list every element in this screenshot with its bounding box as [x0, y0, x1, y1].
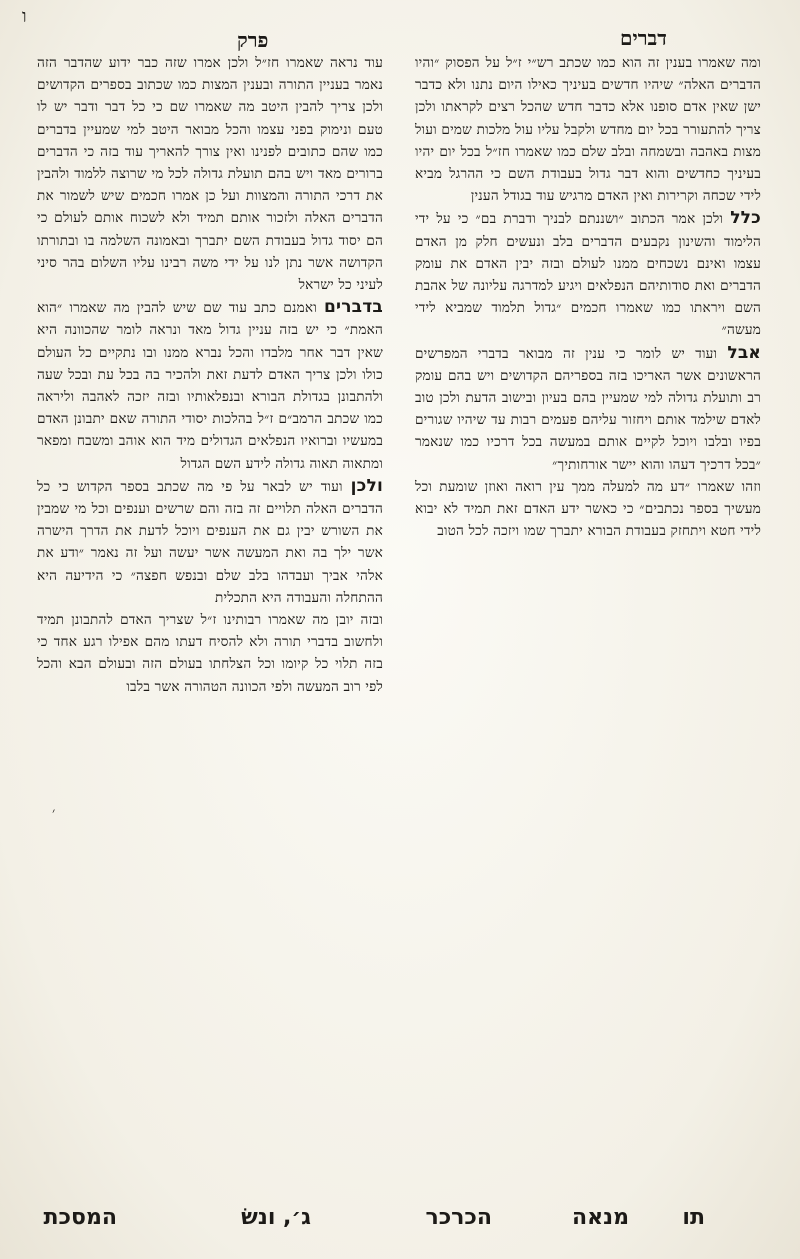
paragraph-text: ועוד יש לומר כי ענין זה מבואר בדברי המפרשים הראשונים אשר האריכו בזה בספריהם הקדושים ויש בהם עומק רב ותועלת גדולה למי שמעיין בהם בעיון ובישוב הדעת ולכן טוב לאדם שילמד אותם ויחזור עליהם פעמים רבות עד שיהיו שגורים בפיו ובלבו ויוכל לקיים אותם במעשה בכל דרכיו כמו שנאמר ״בכל דרכיך דעהו והוא יישר אורחותיך״	[415, 345, 761, 473]
paragraph-with-heading	[415, 342, 761, 476]
footer-word: תו	[682, 1205, 705, 1230]
dibbur-hamatchil: ולכן	[350, 475, 383, 496]
footer-word: ג׳, ונשׂ	[241, 1205, 311, 1230]
corner-mark: ו	[22, 6, 27, 27]
paragraph: ומה שאמרו בענין זה הוא כמו שכתב רש״י ז״ל על הפסוק ״והיו הדברים האלה״ שיהיו חדשים בעיניך כאילו היום נתנו ולא כדבר ישן שאין אדם סופנו אלא כדבר חדש שהכל רצים לקראתו ולכן צריך להתעורר בכל יום מחדש ולקבל עליו עול מלכות שמים ועול מצות באהבה ובשמחה ובלב שלם כמו שאמרו חז״ל בכל יום יהיו בעיניך כחדשים והוא דבר גדול בעבודת השם כי ההרגל מביא לידי שכחה וקרירות ואין האדם מרגיש עוד בגודל הענין	[415, 55, 761, 205]
paragraph-with-heading	[415, 207, 761, 341]
paragraph-with-heading	[37, 475, 383, 609]
header-right-column: פרק	[237, 28, 269, 52]
header-left-column: דברים	[620, 26, 667, 50]
footer-word: המסכת	[43, 1205, 117, 1230]
dibbur-hamatchil: כלל	[730, 208, 761, 229]
paragraph-with-heading	[37, 296, 383, 475]
paragraph: וזהו שאמרו ״דע מה למעלה ממך עין רואה ואוזן שומעת וכל מעשיך בספר נכתבים״ כי כאשר ידע האדם זאת תמיד לא יבוא לידי חטא ויתחזק בעבודת הבורא יתברך שמו ויזכה לכל הטוב	[415, 478, 761, 540]
dibbur-hamatchil: אבל	[727, 342, 761, 363]
paragraph: עוד נראה שאמרו חז״ל ולכן אמרו שזה כבר ידוע שהדבר הזה נאמר בעניין התורה ובענין המצות כמו שכתוב בספרים הקדושים ולכן צריך להבין היטב מה שאמרו שם כי כל דבר ודבר יש לו טעם ונימוק בפני עצמו והכל מבואר היטב למי שמעיין בדברים כמו שהם כתובים לפנינו ואין צורך להאריך עוד בזה כי הדברים ברורים מאד ויש בהם תועלת גדולה לכל מי שרוצה ללמוד ולהבין את דרכי התורה והמצוות ועל כן אמרו חכמים שיש לשמור את הדברים האלה ולזכור אותם תמיד ולא לשכוח אותם לעולם כי הם יסוד גדול בעבודת השם יתברך ובאמונה השלמה בו ובתורתו הקדושה אשר נתן לנו על ידי משה רבינו עליו השלום בהר סיני לעיני כל ישראל	[37, 55, 383, 294]
paragraph-text: ולכן אמר הכתוב ״ושננתם לבניך ודברת בם״ כי על ידי הלימוד והשינון נקבעים הדברים בלב ונעשים חלק מן האדם עצמו ואינם נשכחים ממנו לעולם ובזה יבין האדם את עומק הדברים ואת סודותיהם הנפלאים ויגיע למדרגה עליונה של אהבת השם ויראתו כמו שאמרו חכמים ״גדול תלמוד שמביא לידי מעשה״	[415, 211, 761, 339]
gutter-mark: ׳	[52, 805, 56, 821]
left-text-column	[415, 52, 761, 1222]
dibbur-hamatchil: בדברים	[323, 297, 383, 318]
paragraph-text: ואמנם כתב עוד שם שיש להבין מה שאמרו ״הוא האמת״ כי יש בזה עניין גדול מאד ונראה לומר שהכוונה היא שאין דבר אחר מלבדו והכל נברא ממנו ובו נתקיים כל העולם כולו ולכן צריך האדם לדעת זאת ולהכיר בה בכל עת ובכל שעה ולהתבונן בגדולת הבורא ובנפלאותיו ובזה יזכה לאהבה וליראה כמו שכתב הרמב״ם ז״ל בהלכות יסודי התורה שאם יתבונן האדם במעשיו וברואיו הנפלאים הגדולים מיד הוא אוהב ומשבח ומפאר ומתאוה תאוה גדולה לידע השם הגדול	[37, 300, 383, 472]
footer-word: מנאה	[571, 1205, 629, 1230]
paragraph: ובזה יובן מה שאמרו רבותינו ז״ל שצריך האדם להתבונן תמיד ולחשוב בדברי תורה ולא להסיח דעתו מהם אפילו רגע אחד כי בזה תלוי כל קיומו וכל הצלחתו בעולם הזה ובעולם הבא והכל לפי רוב המעשה ולפי הכוונה הטהורה אשר בלבו	[37, 612, 383, 695]
catchword-footer	[0, 1205, 800, 1245]
right-text-column	[37, 52, 383, 1222]
footer-word: הכרכר	[425, 1205, 492, 1230]
paragraph-text: ועוד יש לבאר על פי מה שכתב בספר הקדוש כי כל הדברים האלה תלויים זה בזה והם שרשים וענפים וכל מי שמבין את השורש יבין גם את הענפים ויוכל לדעת את הדרך הישרה אשר ילך בה ואת המעשה אשר יעשה ועל זה נאמר ״ודע את אלהי אביך ועבדהו בלב שלם ובנפש חפצה״ כי הידיעה היא ההתחלה והעבודה היא התכלית	[37, 478, 383, 606]
